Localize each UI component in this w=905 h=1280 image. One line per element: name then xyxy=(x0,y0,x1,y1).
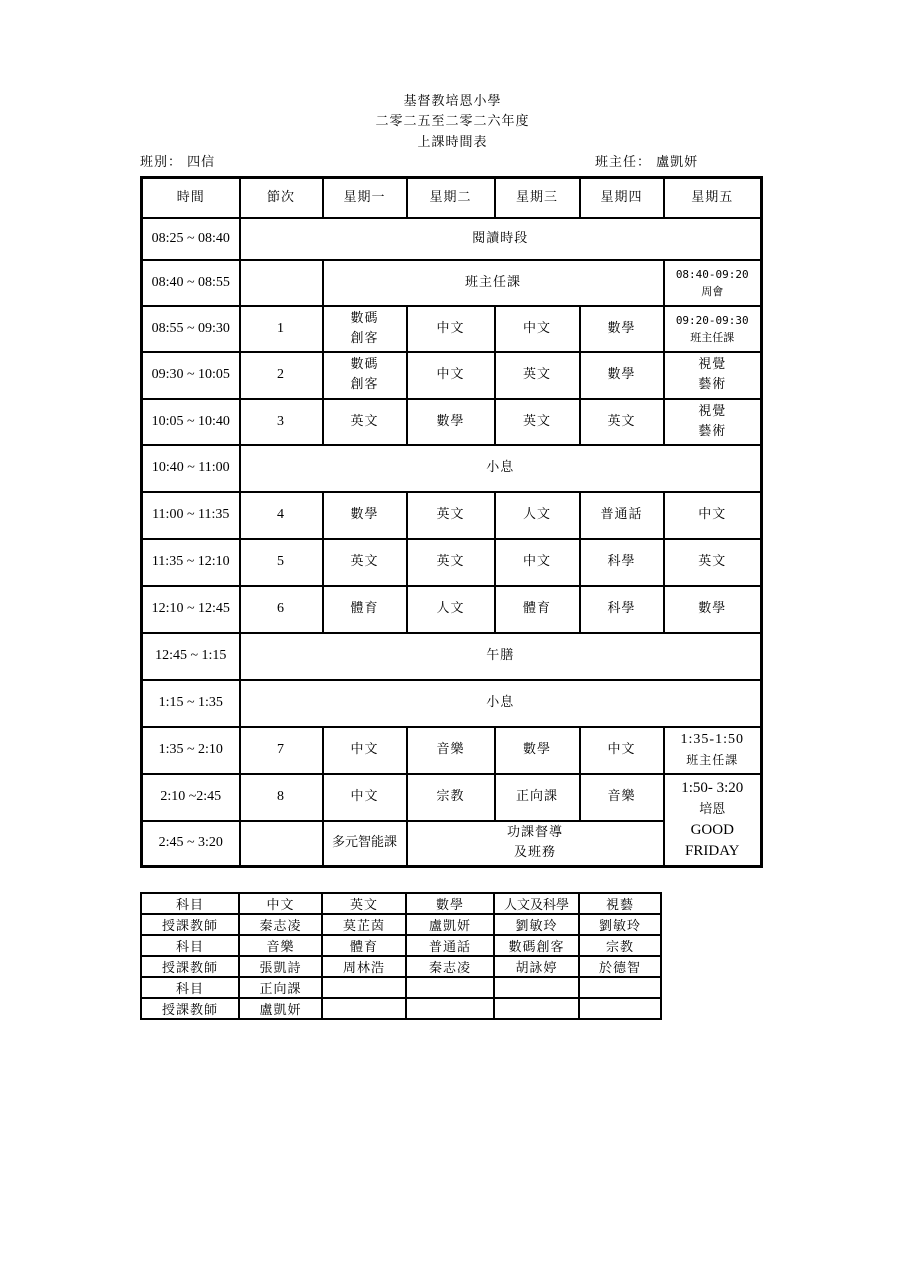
subject-name: 體育 xyxy=(322,935,406,956)
timetable-row xyxy=(142,586,762,633)
empty-cell xyxy=(406,977,494,998)
subject-cell-mon: 英文 xyxy=(323,399,407,445)
reading-period-cell: 閱讀時段 xyxy=(240,218,762,260)
subject-cell-tue: 英文 xyxy=(407,539,495,586)
subject-name: 普通話 xyxy=(406,935,494,956)
teacher-name: 秦志凌 xyxy=(239,914,322,935)
class-label: 班別： xyxy=(140,155,183,170)
subject-cell-fri: 英文 xyxy=(664,539,762,586)
teacher-name: 胡詠婷 xyxy=(494,956,579,977)
teacher-name: 於德智 xyxy=(579,956,661,977)
teacher-name: 莫芷茵 xyxy=(322,914,406,935)
empty-cell xyxy=(579,998,661,1019)
subject-line: 創客 xyxy=(350,330,379,346)
homework-line: 及班務 xyxy=(513,845,556,861)
subject-cell-mon xyxy=(323,352,407,399)
row-label: 授課教師 xyxy=(141,956,239,977)
subject-cell-thu: 中文 xyxy=(580,727,664,774)
timetable-row xyxy=(142,352,762,399)
good-friday-cell xyxy=(664,774,762,867)
empty-cell xyxy=(494,998,579,1019)
teacher-name: 盧凱妍 xyxy=(239,998,322,1019)
subject-row xyxy=(141,977,661,998)
subject-cell-mon: 多元智能課 xyxy=(323,821,407,867)
subject-cell-thu: 科學 xyxy=(580,586,664,633)
teacher-name: 秦志凌 xyxy=(406,956,494,977)
subject-cell-mon xyxy=(323,306,407,352)
subject-cell-thu: 音樂 xyxy=(580,774,664,821)
friday-time: 09:20-09:30 xyxy=(675,313,749,327)
homework-supervision-cell xyxy=(407,821,664,867)
subject-cell-tue: 人文 xyxy=(407,586,495,633)
subject-cell-fri xyxy=(664,352,762,399)
timetable-row xyxy=(142,260,762,306)
header-wed: 星期三 xyxy=(495,178,580,218)
time-cell: 1:35 ~ 2:10 xyxy=(142,727,240,774)
teacher-row xyxy=(141,914,661,935)
time-cell: 10:40 ~ 11:00 xyxy=(142,445,240,492)
header-period: 節次 xyxy=(240,178,323,218)
empty-cell xyxy=(494,977,579,998)
subject-teacher-table xyxy=(140,892,662,1020)
good-friday-school: 培恩 xyxy=(699,801,726,817)
subject-cell-thu: 數學 xyxy=(580,352,664,399)
subject-row xyxy=(141,935,661,956)
period-cell xyxy=(240,821,323,867)
teacher-name: 劉敏玲 xyxy=(494,914,579,935)
time-cell: 12:10 ~ 12:45 xyxy=(142,586,240,633)
timetable-row xyxy=(142,633,762,680)
timetable-row xyxy=(142,492,762,539)
row-label: 科目 xyxy=(141,977,239,998)
subject-cell-mon: 英文 xyxy=(323,539,407,586)
homework-line: 功課督導 xyxy=(506,825,563,841)
subject-line: 藝術 xyxy=(698,423,727,439)
period-cell: 3 xyxy=(240,399,323,445)
timetable-header-row xyxy=(142,178,762,218)
friday-time: 08:40-09:20 xyxy=(675,267,749,281)
subject-cell-fri xyxy=(664,399,762,445)
good-friday-time: 1:50- 3:20 xyxy=(681,779,744,796)
class-teacher-info xyxy=(595,151,698,170)
subject-name: 人文及科學 xyxy=(494,893,579,914)
subject-cell-tue: 宗教 xyxy=(407,774,495,821)
subject-line: 數碼 xyxy=(350,357,379,372)
subject-name: 數碼創客 xyxy=(494,935,579,956)
row-label: 授課教師 xyxy=(141,998,239,1019)
header-time: 時間 xyxy=(142,178,240,218)
time-cell: 09:30 ~ 10:05 xyxy=(142,352,240,399)
subject-cell-thu: 科學 xyxy=(580,539,664,586)
subject-name: 正向課 xyxy=(239,977,322,998)
subject-cell-wed: 英文 xyxy=(495,352,580,399)
class-info xyxy=(140,151,215,170)
time-cell: 2:10 ~2:45 xyxy=(142,774,240,821)
row-label: 科目 xyxy=(141,893,239,914)
teacher-name: 周林浩 xyxy=(322,956,406,977)
subject-cell-tue: 數學 xyxy=(407,399,495,445)
school-name: 基督教培恩小學 xyxy=(403,94,502,109)
header-mon: 星期一 xyxy=(323,178,407,218)
time-cell: 12:45 ~ 1:15 xyxy=(142,633,240,680)
page-title: 上課時間表 xyxy=(417,135,488,150)
subject-cell-thu: 普通話 xyxy=(580,492,664,539)
time-cell: 1:15 ~ 1:35 xyxy=(142,680,240,727)
teacher-name: 劉敏玲 xyxy=(579,914,661,935)
subject-cell-mon: 數學 xyxy=(323,492,407,539)
friday-subject: 班主任課 xyxy=(690,330,735,344)
time-cell: 08:55 ~ 09:30 xyxy=(142,306,240,352)
period-cell xyxy=(240,260,323,306)
time-cell: 08:40 ~ 08:55 xyxy=(142,260,240,306)
good-friday-label: GOOD FRIDAY xyxy=(685,821,740,859)
teacher-row xyxy=(141,956,661,977)
subject-cell-mon: 中文 xyxy=(323,774,407,821)
subject-line: 藝術 xyxy=(698,377,727,392)
timetable-row xyxy=(142,445,762,492)
subject-line: 創客 xyxy=(350,377,379,392)
period-cell: 2 xyxy=(240,352,323,399)
time-cell: 10:05 ~ 10:40 xyxy=(142,399,240,445)
timetable-row xyxy=(142,539,762,586)
subject-line: 視覺 xyxy=(698,403,727,419)
subject-cell-fri: 數學 xyxy=(664,586,762,633)
timetable xyxy=(140,176,763,868)
subject-cell-mon: 體育 xyxy=(323,586,407,633)
friday-time: 1:35-1:50 xyxy=(680,732,744,747)
period-cell: 7 xyxy=(240,727,323,774)
timetable-row xyxy=(142,774,762,821)
subject-cell-thu: 英文 xyxy=(580,399,664,445)
subject-name: 視藝 xyxy=(579,893,661,914)
period-cell: 5 xyxy=(240,539,323,586)
friday-subject: 班主任課 xyxy=(686,753,739,767)
subject-row xyxy=(141,893,661,914)
class-teacher-lesson-cell: 班主任課 xyxy=(323,260,664,306)
friday-cell xyxy=(664,727,762,774)
period-cell: 6 xyxy=(240,586,323,633)
subject-name: 宗教 xyxy=(579,935,661,956)
recess-cell: 小息 xyxy=(240,680,762,727)
subject-cell-wed: 正向課 xyxy=(495,774,580,821)
timetable-row xyxy=(142,727,762,774)
subject-cell-wed: 英文 xyxy=(495,399,580,445)
school-year: 二零二五至二零二六年度 xyxy=(375,114,530,129)
subject-cell-wed: 人文 xyxy=(495,492,580,539)
subject-name: 中文 xyxy=(239,893,322,914)
lunch-cell: 午膳 xyxy=(240,633,762,680)
time-cell: 11:35 ~ 12:10 xyxy=(142,539,240,586)
subject-cell-mon: 中文 xyxy=(323,727,407,774)
subject-name: 英文 xyxy=(322,893,406,914)
timetable-row xyxy=(142,218,762,260)
friday-cell xyxy=(664,306,762,352)
class-teacher-value: 盧凱妍 xyxy=(656,155,699,170)
class-teacher-label: 班主任： xyxy=(595,155,652,170)
subject-line: 視覺 xyxy=(698,357,727,372)
subject-cell-thu: 數學 xyxy=(580,306,664,352)
subject-line: 數碼 xyxy=(350,310,379,326)
subject-cell-tue: 中文 xyxy=(407,306,495,352)
class-value: 四信 xyxy=(187,155,216,170)
teacher-name: 張凱詩 xyxy=(239,956,322,977)
timetable-row xyxy=(142,680,762,727)
subject-cell-wed: 中文 xyxy=(495,539,580,586)
friday-subject: 周會 xyxy=(701,284,724,298)
timetable-row xyxy=(142,306,762,352)
row-label: 科目 xyxy=(141,935,239,956)
empty-cell xyxy=(322,977,406,998)
header-thu: 星期四 xyxy=(580,178,664,218)
subject-name: 音樂 xyxy=(239,935,322,956)
empty-cell xyxy=(406,998,494,1019)
subject-name: 數學 xyxy=(406,893,494,914)
subject-cell-tue: 英文 xyxy=(407,492,495,539)
empty-cell xyxy=(579,977,661,998)
period-cell: 1 xyxy=(240,306,323,352)
row-label: 授課教師 xyxy=(141,914,239,935)
subject-cell-wed: 數學 xyxy=(495,727,580,774)
period-cell: 4 xyxy=(240,492,323,539)
subject-cell-wed: 體育 xyxy=(495,586,580,633)
recess-cell: 小息 xyxy=(240,445,762,492)
header-fri: 星期五 xyxy=(664,178,762,218)
subject-cell-fri: 中文 xyxy=(664,492,762,539)
period-cell: 8 xyxy=(240,774,323,821)
time-cell: 2:45 ~ 3:20 xyxy=(142,821,240,867)
header-tue: 星期二 xyxy=(407,178,495,218)
friday-cell xyxy=(664,260,762,306)
empty-cell xyxy=(322,998,406,1019)
timetable-row xyxy=(142,399,762,445)
teacher-row xyxy=(141,998,661,1019)
subject-cell-tue: 中文 xyxy=(407,352,495,399)
time-cell: 11:00 ~ 11:35 xyxy=(142,492,240,539)
time-cell: 08:25 ~ 08:40 xyxy=(142,218,240,260)
subject-cell-tue: 音樂 xyxy=(407,727,495,774)
subject-cell-wed: 中文 xyxy=(495,306,580,352)
teacher-name: 盧凱妍 xyxy=(406,914,494,935)
